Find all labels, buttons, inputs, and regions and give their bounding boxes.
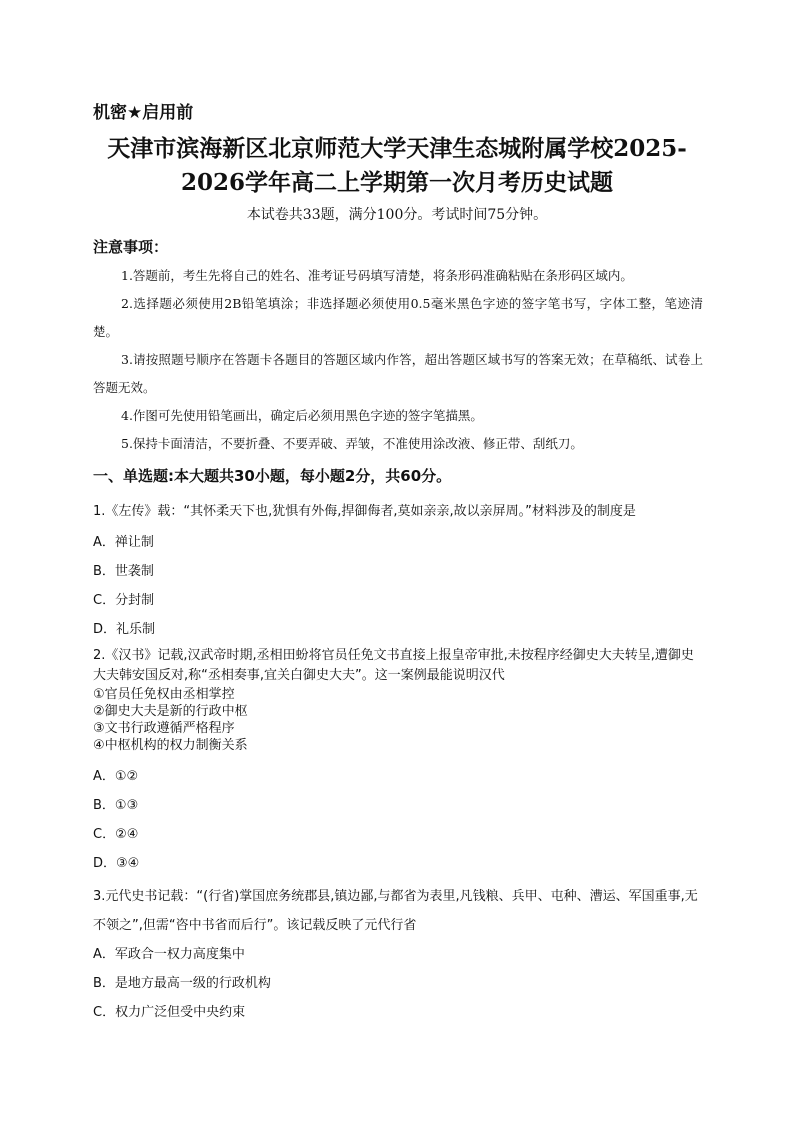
statement-4: ④中枢机构的权力制衡关系 [93, 738, 248, 753]
statement-1: ①官员任免权由丞相掌控 [93, 687, 235, 702]
notice-item: 3.请按照题号顺序在答题卡各题目的答题区域内作答，超出答题区域书写的答案无效；在草稿纸、试卷上答题无效。 [93, 352, 703, 395]
question-3 [93, 882, 703, 1027]
notice-heading: 注意事项： [93, 238, 169, 256]
option-b: B．世袭制 [93, 564, 154, 579]
section-heading: 一、单选题:本大题共30小题，每小题2分，共60分。 [93, 467, 452, 485]
question-stem: 1.《左传》载：“其怀柔天下也,犹惧有外侮,捍御侮者,莫如亲亲,故以亲屏周。”材料涉及的制度是 [93, 504, 636, 519]
option-d: D．③④ [93, 856, 140, 871]
option-a: A．军政合一权力高度集中 [93, 947, 245, 962]
exam-title-line-2: 2026学年高二上学期第一次月考历史试题 [180, 169, 613, 196]
option-b: B．是地方最高一级的行政机构 [93, 976, 271, 991]
notice-item: 4.作图可先使用铅笔画出，确定后必须用黑色字迹的签字笔描黑。 [121, 408, 483, 423]
exam-info: 本试卷共33题，满分100分。考试时间75分钟。 [246, 207, 548, 223]
option-c: C．分封制 [93, 593, 155, 608]
question-stem: 3.元代史书记载：“(行省)掌国庶务统郡县,镇边鄙,与都省为表里,凡钱粮、兵甲、屯种、漕运、军国重事,无不领之”,但需“咨中书省而后行”。该记载反映了元代行省 [93, 889, 698, 933]
exam-title-line-1: 天津市滨海新区北京师范大学天津生态城附属学校2025- [107, 135, 687, 162]
option-b: B．①③ [93, 798, 139, 813]
notice-item: 1.答题前，考生先将自己的姓名、准考证号码填写清楚，将条形码准确粘贴在条形码区域内。 [121, 268, 633, 283]
question-2 [93, 646, 703, 878]
option-c: C．权力广泛但受中央约束 [93, 1005, 246, 1020]
statement-3: ③文书行政遵循严格程序 [93, 721, 235, 736]
option-c: C．②④ [93, 827, 139, 842]
exam-title [60, 132, 734, 200]
notice-item: 5.保持卡面清洁，不要折叠、不要弄破、弄皱，不准使用涂改液、修正带、刮纸刀。 [121, 436, 583, 451]
question-1 [93, 502, 703, 644]
option-a: A．①② [93, 769, 139, 784]
option-a: A．禅让制 [93, 535, 154, 550]
notice-item: 2.选择题必须使用2B铅笔填涂；非选择题必须使用0.5毫米黑色字迹的签字笔书写，字体工整，笔迹清楚。 [93, 296, 703, 339]
option-d: D．礼乐制 [93, 622, 156, 637]
confidential-mark: 机密★启用前 [93, 103, 194, 123]
question-stem: 2.《汉书》记载,汉武帝时期,丞相田蚡将官员任免文书直接上报皇帝审批,未按程序经御史大夫转呈,遭御史大夫韩安国反对,称“丞相奏事,宜关白御史大夫”。这一案例最能说明汉代 [93, 648, 694, 683]
statement-2: ②御史大夫是新的行政中枢 [93, 704, 248, 719]
notice-list [93, 262, 703, 458]
